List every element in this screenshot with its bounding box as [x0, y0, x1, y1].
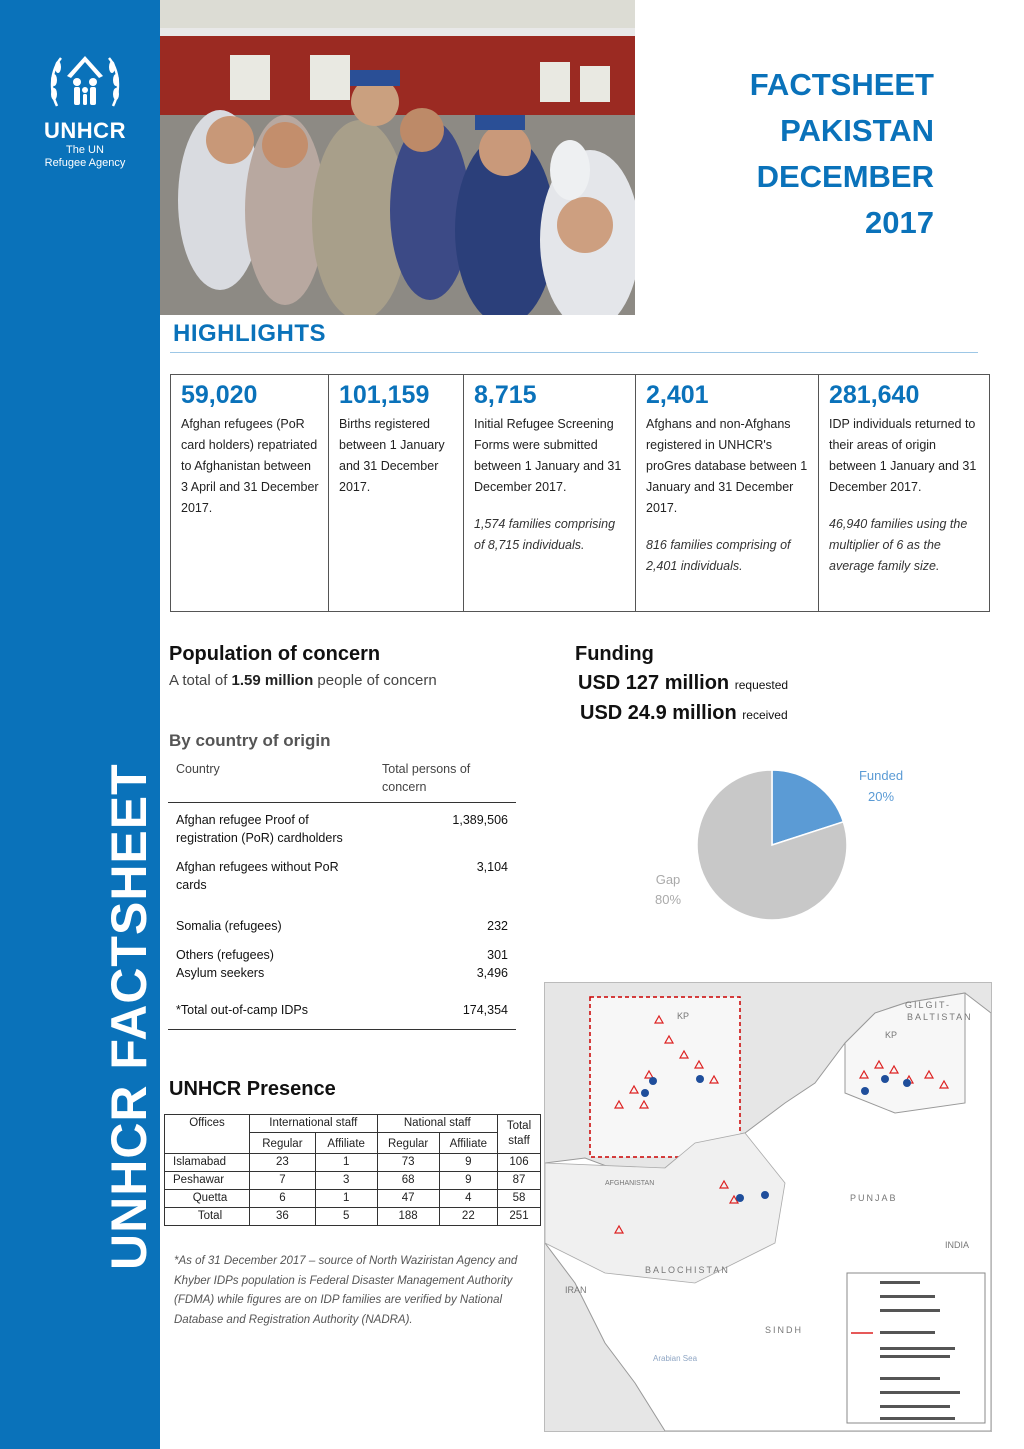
row-value: 3,496: [476, 966, 508, 980]
highlight-text: Afghans and non-Afghans registered in UNHCR's proGres database between 1 January and 31 December 2017.: [646, 417, 808, 515]
highlight-card: [329, 375, 464, 611]
map-label-sea: Arabian Sea: [653, 1354, 698, 1363]
presence-title: UNHCR Presence: [169, 1078, 336, 1100]
highlight-card: [171, 375, 329, 611]
requested-amount: USD 127 million: [578, 672, 730, 694]
subtitle-total: 1.59 million: [231, 672, 314, 689]
col-total: Total persons of concern: [374, 758, 516, 803]
total-staff: 58: [498, 1190, 541, 1208]
nat-affiliate: 9: [439, 1172, 497, 1190]
row-value: 301: [487, 948, 508, 962]
table-row: [165, 1190, 541, 1208]
highlights-title: HIGHLIGHTS: [173, 320, 326, 347]
intl-regular: 23: [250, 1154, 316, 1172]
map-label-kp: KP: [677, 1011, 690, 1021]
highlight-card: [636, 375, 819, 611]
nat-regular: 68: [377, 1172, 439, 1190]
nat-regular: 188: [377, 1208, 439, 1226]
map-label-iran: IRAN: [565, 1285, 587, 1295]
title-line-3: DECEMBER: [756, 159, 934, 194]
highlight-note: 816 families comprising of 2,401 individuals.: [646, 538, 791, 573]
presence-table: [164, 1114, 541, 1226]
col-international: International staff: [250, 1115, 378, 1133]
col-total-staff: Total staff: [498, 1115, 541, 1154]
intl-affiliate: 1: [315, 1190, 377, 1208]
total-staff: 87: [498, 1172, 541, 1190]
pie-pct-funded: 20%: [867, 789, 895, 804]
intl-regular: 6: [250, 1190, 316, 1208]
table-row: [168, 964, 516, 996]
map-label-kp2: KP: [885, 1030, 898, 1040]
table-row: [165, 1172, 541, 1190]
title-line-1: FACTSHEET: [749, 67, 934, 102]
population-title: Population of concern: [169, 643, 381, 665]
intl-regular: 7: [250, 1172, 316, 1190]
row-country: Asylum seekers: [176, 966, 265, 980]
total-staff: 106: [498, 1154, 541, 1172]
sidebar: [0, 0, 160, 1449]
requested-label: requested: [734, 678, 789, 692]
highlight-number: 2,401: [646, 381, 709, 409]
logo-subtitle-2: Refugee Agency: [44, 157, 126, 169]
subtitle-suffix: people of concern: [313, 672, 437, 689]
col-intl-regular: Regular: [250, 1133, 316, 1154]
highlight-text: IDP individuals returned to their areas of origin between 1 January and 31 December 2017.: [829, 417, 977, 494]
row-value: 174,354: [374, 996, 516, 1030]
funding-pie-chart: [640, 760, 940, 930]
table-header-row: [168, 758, 516, 803]
received-amount: USD 24.9 million: [580, 702, 737, 724]
table-header-row: [165, 1115, 541, 1133]
pakistan-map: [544, 982, 992, 1432]
pie-pct-gap: 80%: [654, 892, 682, 907]
highlight-number: 59,020: [181, 381, 258, 409]
highlight-note: 1,574 families comprising of 8,715 individuals.: [474, 517, 616, 552]
logo-name: UNHCR: [44, 118, 126, 143]
col-national: National staff: [377, 1115, 497, 1133]
table-row: [165, 1208, 541, 1226]
highlight-card: [464, 375, 636, 611]
pie-label-gap: Gap: [655, 872, 681, 887]
row-country: *Total out-of-camp IDPs: [168, 996, 374, 1030]
table-row: [168, 996, 516, 1030]
by-origin-title: By country of origin: [169, 731, 331, 750]
nat-affiliate: 22: [439, 1208, 497, 1226]
office-name: Total: [165, 1208, 250, 1226]
funding-received: [580, 702, 788, 725]
funding-requested: [578, 672, 788, 695]
origin-table: [168, 758, 516, 1030]
highlight-text: Initial Refugee Screening Forms were submitted between 1 January and 31 December 2017.: [474, 417, 622, 494]
table-row: [168, 941, 516, 964]
table-row: [165, 1154, 541, 1172]
highlight-card: [819, 375, 987, 611]
table-row: [168, 912, 516, 941]
table-row: [168, 803, 516, 854]
col-nat-affiliate: Affiliate: [439, 1133, 497, 1154]
title-line-4: 2017: [865, 205, 934, 240]
header-photo: [160, 0, 635, 315]
intl-affiliate: 1: [315, 1154, 377, 1172]
schoolchildren-photo: [160, 0, 635, 315]
unhcr-logo: [30, 50, 140, 170]
pie-label-funded: Funded: [858, 768, 904, 783]
received-label: received: [742, 708, 788, 722]
highlight-number: 101,159: [339, 381, 430, 409]
intl-affiliate: 5: [315, 1208, 377, 1226]
unhcr-emblem-icon: [45, 50, 125, 116]
row-value: 232: [487, 919, 508, 933]
funding-title: Funding: [575, 643, 654, 665]
office-name: Islamabad: [165, 1154, 250, 1172]
population-subtitle: [169, 672, 437, 689]
document-title: [750, 62, 934, 246]
map-label-punjab: PUNJAB: [850, 1193, 898, 1203]
row-value: 3,104: [476, 860, 508, 874]
map-canvas: [545, 983, 991, 1431]
nat-regular: 73: [377, 1154, 439, 1172]
office-name: Peshawar: [165, 1172, 250, 1190]
map-label-india: INDIA: [945, 1240, 970, 1250]
map-label-balochistan: BALOCHISTAN: [645, 1265, 730, 1275]
presence-footnote: *As of 31 December 2017 – source of North Waziristan Agency and Khyber IDPs population is Federal Disaster Management Authority (FDMA) while figures are on IDP families are verified by National Database and Registration Authority (NADRA).: [174, 1255, 518, 1326]
col-country: Country: [168, 758, 374, 803]
map-label-afghanistan: AFGHANISTAN: [605, 1180, 655, 1187]
highlights-divider: [170, 352, 978, 353]
map-label-sindh: SINDH: [765, 1325, 804, 1335]
row-value: 1,389,506: [452, 813, 508, 827]
office-name: Quetta: [165, 1190, 250, 1208]
highlight-text: Afghan refugees (PoR card holders) repatriated to Afghanistan between 3 April and 31 December 2017.: [181, 417, 319, 515]
title-line-2: PAKISTAN: [780, 113, 934, 148]
logo-subtitle-1: The UN: [66, 144, 104, 156]
intl-regular: 36: [250, 1208, 316, 1226]
highlight-text: Births registered between 1 January and 31 December 2017.: [339, 417, 445, 494]
row-country: Others (refugees): [176, 948, 274, 962]
highlight-note: 46,940 families using the multiplier of 6 as the average family size.: [829, 517, 968, 573]
highlight-number: 281,640: [829, 381, 920, 409]
nat-affiliate: 4: [439, 1190, 497, 1208]
col-offices: Offices: [165, 1115, 250, 1154]
intl-affiliate: 3: [315, 1172, 377, 1190]
col-intl-affiliate: Affiliate: [315, 1133, 377, 1154]
vertical-title: UNHCR FACTSHEET: [101, 763, 157, 1270]
map-label-gb2: BALTISTAN: [907, 1012, 973, 1022]
table-row: [168, 853, 516, 912]
row-country: Afghan refugee Proof of registration (PoR) cardholders: [176, 813, 343, 845]
nat-affiliate: 9: [439, 1154, 497, 1172]
highlight-number: 8,715: [474, 381, 537, 409]
row-country: Afghan refugees without PoR cards: [176, 860, 339, 892]
total-staff: 251: [498, 1208, 541, 1226]
highlights-box: [170, 374, 990, 612]
nat-regular: 47: [377, 1190, 439, 1208]
subtitle-prefix: A total of: [169, 672, 232, 689]
map-label-gb1: GILGIT-: [905, 1000, 952, 1010]
col-nat-regular: Regular: [377, 1133, 439, 1154]
row-country: Somalia (refugees): [176, 919, 282, 933]
